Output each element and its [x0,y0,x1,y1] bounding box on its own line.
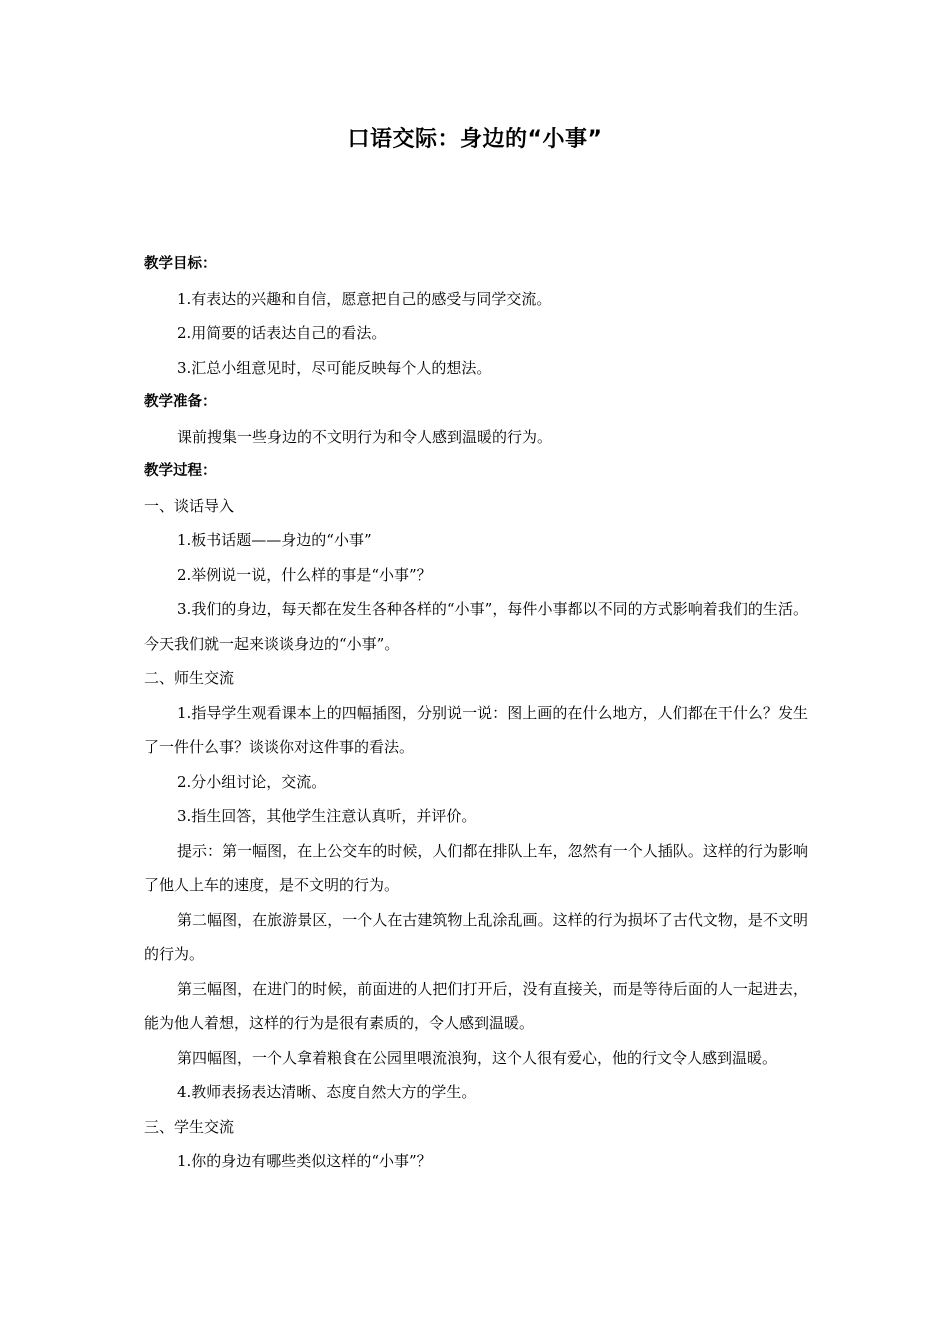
process-item: 2.举例说一说，什么样的事是“小事”？ [177,565,432,584]
section-title: 二、师生交流 [144,669,235,687]
process-item: 4.教师表扬表达清晰、态度自然大方的学生。 [177,1083,477,1101]
hint-paragraph: 第四幅图，一个人拿着粮食在公园里喂流浪狗，这个人很有爱心，他的行文令人感到温暖。 [177,1048,778,1067]
hint-paragraph: 第三幅图，在进门的时候，前面进的人把们打开后，没有直接关，而是等待后面的人一起进去，能为他人着想，这样的行为是很有素质的，令人感到温暖。 [144,979,808,1032]
section-title: 一、谈话导入 [144,496,235,515]
process-item: 3.我们的身边，每天都在发生各种各样的“小事”，每件小事都以不同的方式影响着我们的生活。今天我们就一起来谈谈身边的“小事”。 [144,600,808,653]
process-item: 1.你的身边有哪些类似这样的“小事”？ [177,1152,432,1170]
goal-item: 3.汇总小组意见时，尽可能反映每个人的想法。 [177,358,492,377]
goal-item: 2.用简要的话表达自己的看法。 [177,324,387,342]
goal-item: 1.有表达的兴趣和自信，愿意把自己的感受与同学交流。 [177,289,552,308]
process-heading: 教学过程： [144,463,217,479]
hint-paragraph: 第二幅图，在旅游景区，一个人在古建筑物上乱涂乱画。这样的行为损坏了古代文物，是不文明的行为。 [144,910,808,963]
page-title: 口语交际：身边的“小事” [347,127,603,152]
hint-paragraph: 提示：第一幅图，在上公交车的时候，人们都在排队上车，忽然有一个人插队。这样的行为影响了他人上车的速度，是不文明的行为。 [144,841,808,894]
process-item: 3.指生回答，其他学生注意认真听，并评价。 [177,807,477,825]
preparation-text: 课前搜集一些身边的不文明行为和令人感到温暖的行为。 [177,427,553,446]
preparation-heading: 教学准备： [144,394,217,410]
goals-heading: 教学目标： [144,256,217,272]
process-item: 1.板书话题——身边的“小事” [177,531,372,549]
section-title: 三、学生交流 [144,1117,235,1136]
process-item: 1.指导学生观看课本上的四幅插图，分别说一说：图上画的在什么地方，人们都在干什么？发生了一件什么事？谈谈你对这件事的看法。 [144,703,808,756]
process-item: 2.分小组讨论，交流。 [177,772,327,791]
document-body [144,247,808,1179]
